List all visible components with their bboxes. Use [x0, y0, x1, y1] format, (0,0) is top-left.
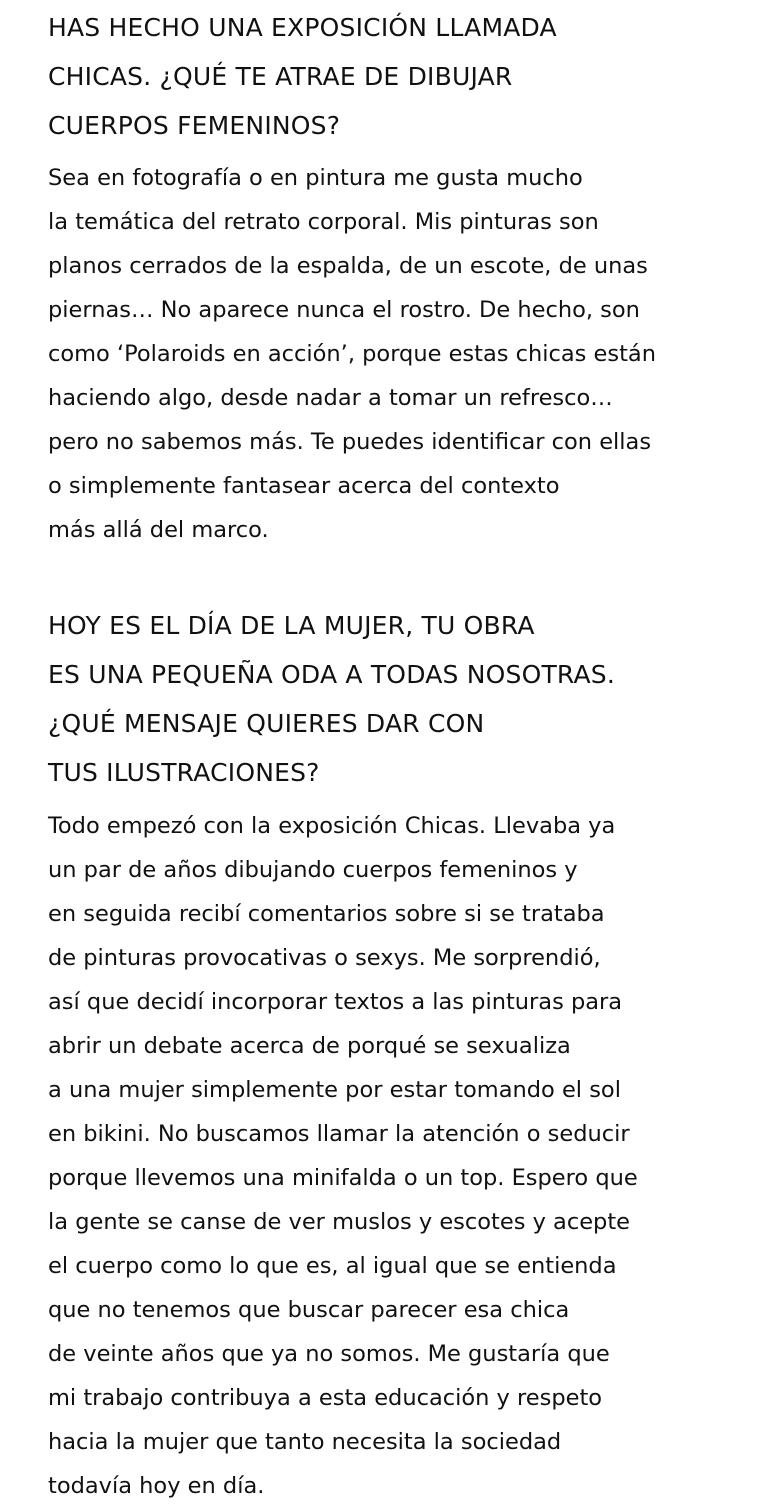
- answer-line: de pinturas provocativas o sexys. Me sorprendió,: [48, 945, 601, 971]
- answer-line: todavía hoy en día.: [48, 1473, 265, 1499]
- answer-line: a una mujer simplemente por estar tomando el sol: [48, 1077, 621, 1103]
- question-heading-2: [48, 601, 615, 797]
- answer-line: o simplemente fantasear acerca del contexto: [48, 473, 560, 499]
- question-line: ES UNA PEQUEÑA ODA A TODAS NOSOTRAS.: [48, 660, 615, 689]
- question-heading-1: [48, 3, 557, 150]
- answer-line: el cuerpo como lo que es, al igual que se entienda: [48, 1253, 617, 1279]
- answer-line: que no tenemos que buscar parecer esa chica: [48, 1297, 570, 1323]
- answer-paragraph-1: [48, 156, 656, 552]
- answer-line: así que decidí incorporar textos a las pinturas para: [48, 989, 623, 1015]
- answer-line: la gente se canse de ver muslos y escotes y acepte: [48, 1209, 631, 1235]
- answer-line: en bikini. No buscamos llamar la atención o seducir: [48, 1121, 630, 1147]
- answer-line: haciendo algo, desde nadar a tomar un refresco…: [48, 385, 613, 411]
- answer-line: piernas… No aparece nunca el rostro. De hecho, son: [48, 297, 640, 323]
- question-line: HAS HECHO UNA EXPOSICIÓN LLAMADA: [48, 13, 557, 42]
- answer-line: más allá del marco.: [48, 517, 269, 543]
- question-line: ¿QUÉ MENSAJE QUIERES DAR CON: [48, 709, 485, 738]
- answer-line: la temática del retrato corporal. Mis pinturas son: [48, 209, 599, 235]
- answer-line: pero no sabemos más. Te puedes identificar con ellas: [48, 429, 652, 455]
- answer-line: como ‘Polaroids en acción’, porque estas chicas están: [48, 341, 656, 367]
- answer-line: porque llevemos una minifalda o un top. Espero que: [48, 1165, 638, 1191]
- answer-paragraph-2: [48, 804, 638, 1508]
- answer-line: en seguida recibí comentarios sobre si se trataba: [48, 901, 605, 927]
- question-line: CUERPOS FEMENINOS?: [48, 111, 341, 140]
- answer-line: de veinte años que ya no somos. Me gustaría que: [48, 1341, 610, 1367]
- answer-line: un par de años dibujando cuerpos femeninos y: [48, 857, 578, 883]
- answer-line: planos cerrados de la espalda, de un escote, de unas: [48, 253, 648, 279]
- answer-line: abrir un debate acerca de porqué se sexualiza: [48, 1033, 571, 1059]
- answer-line: Sea en fotografía o en pintura me gusta mucho: [48, 165, 583, 191]
- answer-line: mi trabajo contribuya a esta educación y respeto: [48, 1385, 603, 1411]
- question-line: TUS ILUSTRACIONES?: [48, 758, 320, 787]
- answer-line: Todo empezó con la exposición Chicas. Llevaba ya: [48, 813, 616, 839]
- question-line: HOY ES EL DÍA DE LA MUJER, TU OBRA: [48, 611, 535, 640]
- question-line: CHICAS. ¿QUÉ TE ATRAE DE DIBUJAR: [48, 62, 513, 91]
- answer-line: hacia la mujer que tanto necesita la sociedad: [48, 1429, 562, 1455]
